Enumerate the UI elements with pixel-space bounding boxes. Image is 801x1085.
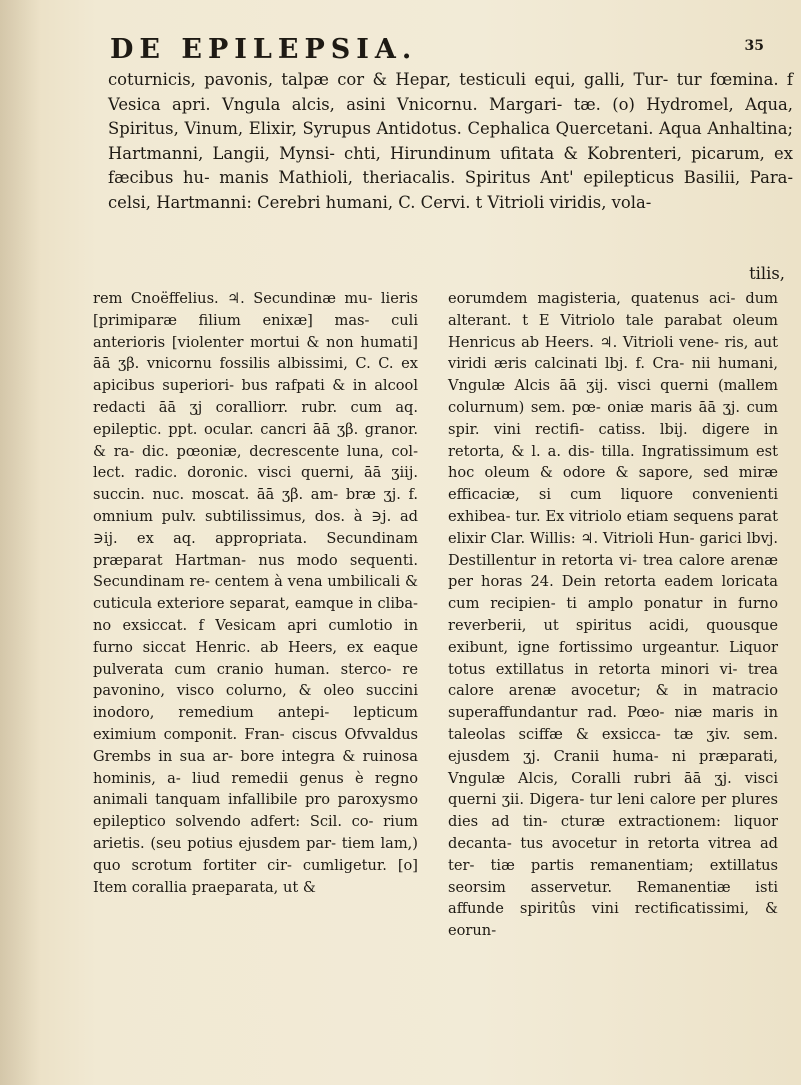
page-number: 35: [744, 38, 764, 54]
page-fold-shadow: [0, 0, 40, 1085]
full-width-paragraph: coturnicis, pavonis, talpæ cor & Hepar, testiculi equi, galli, Tur- tur fœmina. f Vesica apri. Vngula alcis, asini Vnicornu. Margari- tæ. (o) Hydromel, Aqua, Spiritus, Vinum, Elixir, Syrupus Antidotus. Cephalica Quercetani. Aqua Anhaltina; Hartmanni, Langii, Mynsi- chti, Hirundinum ufitata & Kobrenteri, picarum, ex fæcibus hu- manis Mathioli, theriacalis. Spiritus Ant' epilepticus Basilii, Para- celsi, Hartmanni: Cerebri humani, C. Cervi. t Vitrioli viridis, vola-: [108, 70, 793, 212]
right-column-text: eorumdem magisteria, quatenus aci- dum alterant. t E Vitriolo tale parabat oleum Henricus ab Heers. ♃. Vitrioli vene- ris, aut viridi æris calcinati lbj. f. Cra- nii humani, Vngulæ Alcis āā ʒij. visci querni (mallem colurnum) sem. pœ- oniæ maris āā ʒj. cum spir. vini rectifi- catiss. lbij. digere in retorta, & l. a. dis- tilla. Ingratissimum est hoc oleum & odore & sapore, sed miræ efficaciæ, si cum liquore convenienti exhibea- tur. Ex vitriolo etiam sequens parat elixir Clar. Willis: ♃. Vitrioli Hun- garici lbvj. Destillentur in retorta vi- trea calore arenæ per horas 24. Dein retorta eadem loricata cum recipien- ti amplo ponatur in furno reverberii, ut spiritus acidi, quousque exibunt, igne fortissimo urgeantur. Liquor totus extillatus in retorta minori vi- trea calore arenæ avocetur; & in matracio superaffundantur rad. Pœo- niæ maris in taleolas sciffæ & exsicca- tæ ʒiv. sem. ejusdem ʒj. Cranii huma- ni præparati, Vngulæ Alcis, Coralli rubri āā ʒj. visci querni ʒii. Digera- tur leni calore per plures dies ad tin- cturæ extractionem: liquor decanta- tus avocetur in retorta vitrea ad ter- tiæ partis remanentiam; extillatus seorsim asservetur. Remanentiæ isti affunde spiritûs vini rectificatissimi, & eorun-: [448, 290, 778, 940]
left-column-text: rem Cnoëffelius. ♃. Secundinæ mu- lieris [primiparæ filium enixæ] mas- culi anterioris [violenter mortui & non humati] āā ʒβ. vnicornu fossilis albissimi, C. C. ex apicibus superiori- bus rafpati & in alcool redacti āā ʒj coralliorr. rubr. cum aq. epileptic. ppt. ocular. cancri āā ʒβ. granor. & ra- dic. pœoniæ, decrescente luna, col- lect. radic. doronic. visci querni, āā ʒiij. succin. nuc. moscat. āā ʒβ. am- bræ ʒj. f. omnium pulv. subtilissimus, dos. à ∋j. ad ∋ij. ex aq. appropriata. Secundinam præparat Hartman- nus modo sequenti. Secundinam re- centem à vena umbilicali & cuticula exteriore separat, eamque in cliba- no exsiccat. f Vesicam apri cumlotio in furno siccat Henric. ab Heers, ex eaque pulverata cum cranio human. sterco- re pavonino, visco colurno, & oleo succini inodoro, remedium antepi- lepticum eximium componit. Fran- ciscus Ofvvaldus Grembs in sua ar- bore integra & ruinosa hominis, a- liud remedii genus è regno animali tanquam infallibile pro paroxysmo epileptico solvendo adfert: Scil. co- rium arietis. (seu potius ejusdem par- tiem lam,) quo scrotum fortiter cir- cumligetur. [o] Item corallia praeparata, ut &: [93, 290, 418, 896]
right-margin-continuation: tilis,: [749, 264, 785, 283]
page-header: [70, 34, 770, 68]
running-title: DE EPILEPSIA.: [110, 34, 418, 65]
